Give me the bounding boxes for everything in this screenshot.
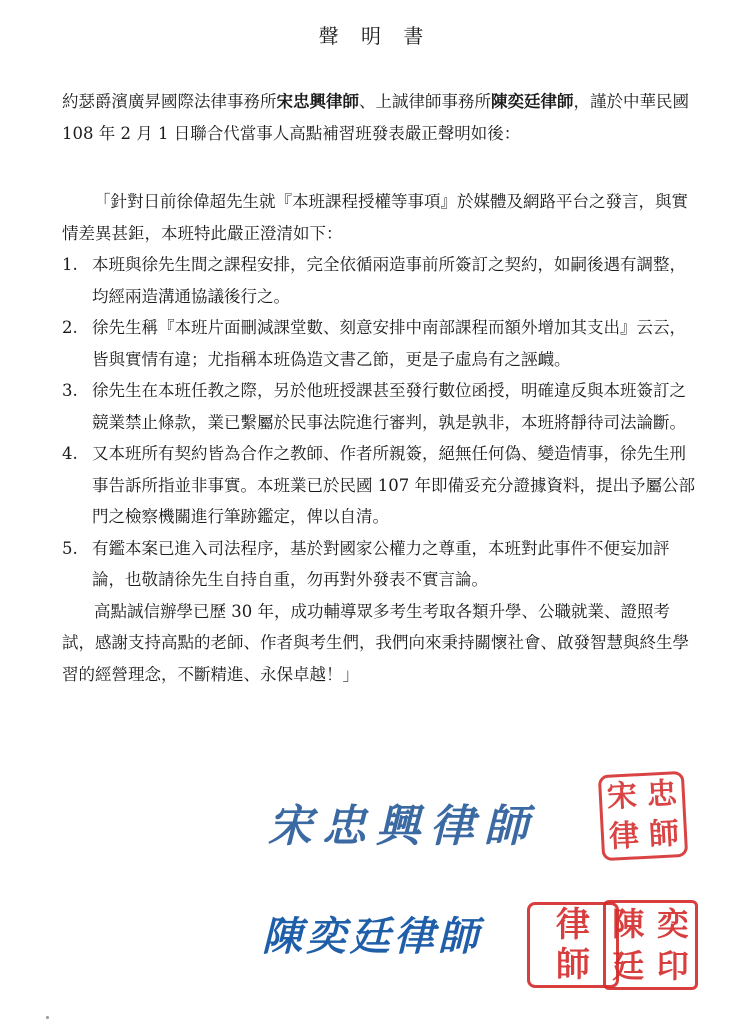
seal-char: 宋 — [606, 778, 638, 815]
item-number: 1. — [62, 255, 78, 274]
seal-char: 律 — [556, 905, 590, 945]
closing-paragraph: 高點誠信辦學已歷 30 年，成功輔導眾多考生考取各類升學、公職就業、證照考試，感謝支持高點的老師、作者與考生們，我們向來秉持關懷社會、啟發智慧與終生學習的經營理念，不斷精進、永保卓越！」 — [62, 601, 689, 684]
seal-char: 廷 — [612, 947, 645, 985]
statement-body — [62, 186, 702, 690]
list-item — [62, 438, 702, 533]
signature-chen: 陳奕廷律師 — [262, 913, 482, 960]
list-item — [62, 249, 702, 312]
item-text: 徐先生在本班任教之際，另於他班授課甚至發行數位函授，明確違反與本班簽訂之競業禁止條款，業已繫屬於民事法院進行審判，孰是孰非，本班將靜待司法論斷。 — [92, 381, 686, 432]
intro-part3: ，謹於中華民國 108 年 2 月 1 日聯合代當事人高點補習班發表嚴正聲明如後： — [62, 92, 689, 143]
item-number: 2. — [62, 318, 78, 337]
seal-char: 忠 — [646, 776, 678, 813]
item-text: 徐先生稱『本班片面刪減課堂數、刻意安排中南部課程而額外增加其支出』云云，皆與實情有違；尤指稱本班偽造文書乙節，更是子虛烏有之誣衊。 — [92, 318, 686, 369]
item-text: 有鑑本案已進入司法程序，基於對國家公權力之尊重，本班對此事件不便妄加評論，也敬請徐先生自持自重，勿再對外發表不實言論。 — [92, 538, 670, 589]
list-item — [62, 375, 702, 438]
seal-char: 奕 — [656, 905, 689, 943]
intro-part2: 、上誠律師事務所 — [359, 92, 491, 111]
seal-stamp-chen — [603, 900, 698, 990]
seal-char: 師 — [648, 816, 680, 853]
page-mark — [46, 1016, 49, 1019]
seal-char: 律 — [608, 818, 640, 855]
signature-song: 宋忠興律師 — [268, 801, 538, 852]
seal-char: 師 — [556, 945, 590, 985]
list-item — [62, 312, 702, 375]
lawyer2-name: 陳奕廷律師 — [491, 92, 574, 111]
intro-paragraph — [62, 86, 702, 150]
item-text: 又本班所有契約皆為合作之教師、作者所親簽，絕無任何偽、變造情事，徐先生刑事告訴所指並非事實。本班業已於民國 107 年即備妥充分證據資料，提出予屬公部門之檢察機關進行筆跡鑑定，俾以自清。 — [92, 444, 695, 526]
opening-paragraph: 「針對日前徐偉超先生就『本班課程授權等事項』於媒體及網路平台之發言，與實情差異甚鉅，本班特此嚴正澄清如下： — [62, 192, 688, 243]
seal-char: 陳 — [612, 905, 645, 943]
lawyer1-name: 宋忠興律師 — [276, 92, 359, 111]
item-number: 5. — [62, 538, 78, 558]
document-title: 聲 明 書 — [318, 24, 432, 48]
intro-part1: 約瑟爵濱廣昇國際法律事務所 — [62, 92, 277, 111]
seal-stamp-song — [598, 771, 688, 861]
seal-char: 印 — [656, 947, 689, 985]
item-number: 3. — [62, 381, 78, 400]
item-number: 4. — [62, 444, 78, 463]
item-text: 本班與徐先生間之課程安排，完全依循兩造事前所簽訂之契約，如嗣後遇有調整，均經兩造溝通協議後行之。 — [92, 255, 686, 306]
list-item — [62, 533, 702, 596]
